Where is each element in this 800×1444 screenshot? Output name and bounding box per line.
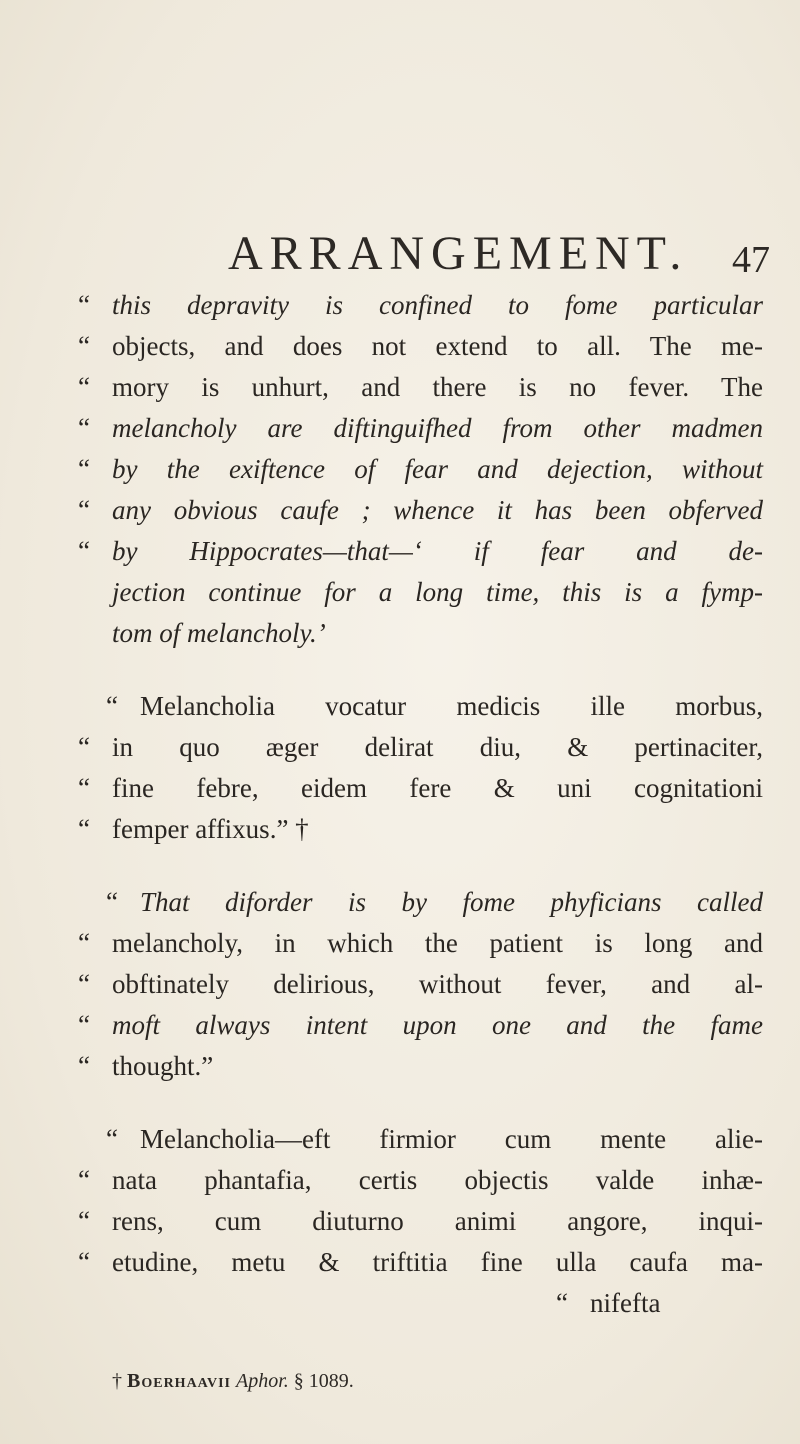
text-line: “ by the exiftence of fear and dejection, without bbox=[78, 454, 763, 484]
text-line: “ melancholy, in which the patient is long and bbox=[78, 928, 763, 958]
text-line: “ by Hippocrates—that—‘ if fear and de- bbox=[78, 536, 763, 566]
footnote-section: § 1089. bbox=[293, 1370, 354, 1392]
page-number: 47 bbox=[732, 239, 770, 281]
text-line: “ Melancholia—eft firmior cum mente alie- bbox=[106, 1124, 763, 1154]
footnote-dagger: † bbox=[112, 1370, 122, 1392]
page-body bbox=[0, 285, 800, 1324]
text-line: “ obftinately delirious, without fever, and al- bbox=[78, 969, 763, 999]
text-line: “ moft always intent upon one and the fame bbox=[78, 1010, 763, 1040]
paragraph-latin-definition-1 bbox=[0, 686, 800, 850]
text-line: “ this depravity is confined to fome particular bbox=[78, 290, 763, 320]
text-line: “ thought.” bbox=[78, 1051, 214, 1081]
text-line: “ femper affixus.” † bbox=[78, 814, 309, 844]
text-line: “ That diforder is by fome phyficians called bbox=[106, 887, 763, 917]
text-line: “ objects, and does not extend to all. The me- bbox=[78, 331, 763, 361]
page-header bbox=[228, 224, 788, 284]
running-title: ARRANGEMENT. bbox=[228, 227, 689, 280]
text-line: “ rens, cum diuturno animi angore, inqui- bbox=[78, 1206, 763, 1236]
catchword: “ nifefta bbox=[556, 1288, 661, 1318]
text-line: “ etudine, metu & triftitia fine ulla caufa ma- bbox=[78, 1247, 763, 1277]
text-line: “ nata phantafia, certis objectis valde inhæ- bbox=[78, 1165, 763, 1195]
footnote-author: Boerhaavii bbox=[127, 1370, 231, 1392]
text-line: “ fine febre, eidem fere & uni cognitationi bbox=[78, 773, 763, 803]
footnote bbox=[112, 1366, 354, 1396]
paragraph-latin-definition-2 bbox=[0, 1119, 800, 1324]
text-line: “ mory is unhurt, and there is no fever. The bbox=[78, 372, 763, 402]
footnote-work: Aphor. bbox=[236, 1370, 289, 1392]
paragraph-english-definition-1 bbox=[0, 285, 800, 654]
text-line: “ any obvious caufe ; whence it has been obferved bbox=[78, 495, 763, 525]
paragraph-english-translation bbox=[0, 882, 800, 1087]
text-line: jection continue for a long time, this is a fymp- bbox=[112, 577, 763, 607]
text-line: “ melancholy are diftinguifhed from other madmen bbox=[78, 413, 763, 443]
text-line: tom of melancholy.’ bbox=[112, 618, 326, 648]
text-line: “ in quo æger delirat diu, & pertinaciter, bbox=[78, 732, 763, 762]
text-line: “ Melancholia vocatur medicis ille morbus, bbox=[106, 691, 763, 721]
